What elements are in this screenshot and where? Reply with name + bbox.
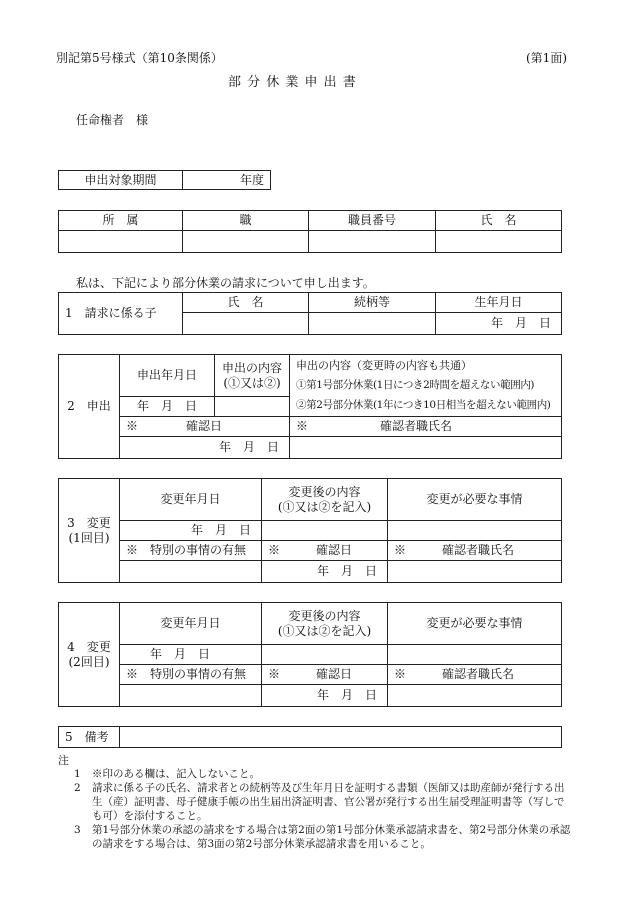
section1-table [58,292,562,335]
employee-number-field[interactable] [309,231,436,253]
change1-content-header-l2: (①又は②を記入) [277,499,372,514]
section3-table [58,478,562,583]
change1-confirm-date-label: ※ 確認日 [262,541,388,561]
change2-content-header-l1: 変更後の内容 [288,608,361,623]
note-number: 3 [74,824,81,836]
request-content-field[interactable] [215,397,290,417]
change2-date-header: 変更年月日 [120,603,262,645]
relationship-field[interactable] [309,313,436,335]
change2-content-field[interactable] [262,645,388,665]
content-options-title: 申出の内容（変更時の内容も共通） [296,359,472,372]
section2-table [58,354,562,459]
section4-label-l2: (2回目) [68,654,110,669]
section4-label [59,603,120,707]
change2-reason-header: 変更が必要な事情 [388,603,562,645]
change1-content-field[interactable] [262,521,388,541]
change1-reason-field[interactable] [388,521,562,541]
notes-list [74,767,574,851]
change2-confirm-date-field[interactable]: 年 月 日 [262,685,388,707]
request-date-header: 申出年月日 [120,355,215,397]
change1-confirmer-field[interactable] [388,561,562,583]
relationship-header: 続柄等 [309,293,436,313]
section4-table [58,602,562,707]
section3-label-l1: 3 変更 [67,515,111,530]
request-content-header-l1: 申出の内容 [221,360,282,375]
section1-label: 1 請求に係る子 [59,293,183,335]
change2-confirmer-label: ※ 確認者職氏名 [388,665,562,685]
addressee: 任命権者 様 [76,113,149,127]
header-position: 職 [183,211,309,231]
note-number: 2 [74,782,81,794]
change2-date-field[interactable]: 年 月 日 [120,645,262,665]
note-item [74,823,574,851]
remarks-field[interactable] [120,727,562,748]
section3-label-l2: (1回目) [68,530,110,545]
change2-reason-field[interactable] [388,645,562,665]
confirm-date-field[interactable]: 年 月 日 [120,437,290,459]
change1-date-header: 変更年月日 [120,479,262,521]
section5-label: 5 備考 [59,727,120,748]
change1-special-label: ※ 特別の事情の有無 [120,541,262,561]
change1-special-field[interactable] [120,561,262,583]
change2-confirmer-field[interactable] [388,685,562,707]
affiliation-field[interactable] [59,231,183,253]
change1-content-header [262,479,388,521]
section5-table [58,726,562,748]
notes-heading: 注 [58,754,69,767]
request-content-header-l2: (①又は②) [223,375,281,390]
note-text: 請求に係る子の氏名、請求者との続柄等及び生年月日を証明する書類（医師又は助産師が発行する出生（産）証明書、母子健康手帳の出生届出済証明書、官公署が発行する出生届受理証明書等（写しでも可）を添付すること。 [92,782,565,822]
birthdate-field[interactable]: 年 月 日 [436,313,562,335]
change1-content-header-l1: 変更後の内容 [288,484,361,499]
form-title: 部 分 休 業 申 出 書 [228,75,357,90]
section3-label [59,479,120,583]
child-name-header: 氏 名 [183,293,309,313]
form-id: 別記第5号様式（第10条関係） [56,51,223,65]
confirm-date-label: ※ 確認日 [120,417,290,437]
applicant-table [58,210,562,253]
section4-label-l1: 4 変更 [67,639,111,654]
change2-confirm-date-label: ※ 確認日 [262,665,388,685]
birthdate-header: 生年月日 [436,293,562,313]
statement: 私は、下記により部分休業の請求について申し出ます。 [76,276,375,290]
confirmer-label: ※ 確認者職氏名 [290,417,562,437]
child-name-field[interactable] [183,313,309,335]
header-employee-number: 職員番号 [309,211,436,231]
change2-special-field[interactable] [120,685,262,707]
request-content-header [215,355,290,397]
period-label: 申出対象期間 [59,171,183,190]
header-name: 氏 名 [436,211,562,231]
note-item [74,781,574,823]
header-affiliation: 所 属 [59,211,183,231]
position-field[interactable] [183,231,309,253]
section2-label: 2 申出 [59,355,120,459]
period-table [58,170,271,190]
change1-date-field[interactable]: 年 月 日 [120,521,262,541]
period-year-field[interactable]: 年度 [183,171,271,190]
page-label: (第1面) [526,51,567,65]
change1-reason-header: 変更が必要な事情 [388,479,562,521]
note-text: 第1号部分休業の承認の請求をする場合は第2面の第1号部分休業承認請求書を、第2号部分休業の承認の請求をする場合は、第3面の第2号部分休業承認請求書を用いること。 [92,824,571,850]
change2-special-label: ※ 特別の事情の有無 [120,665,262,685]
note-text: ※印のある欄は、記入しないこと。 [92,768,260,780]
note-item [74,767,574,781]
name-field[interactable] [436,231,562,253]
option-2: ②第2号部分休業(1年につき10日相当を超えない範囲内) [296,399,551,411]
option-1: ①第1号部分休業(1日につき2時間を超えない範囲内) [296,379,535,391]
note-number: 1 [74,768,81,780]
change1-confirmer-label: ※ 確認者職氏名 [388,541,562,561]
change1-confirm-date-field[interactable]: 年 月 日 [262,561,388,583]
request-date-field[interactable]: 年 月 日 [120,397,215,417]
change2-content-header [262,603,388,645]
confirmer-field[interactable] [290,437,562,459]
content-options [290,355,562,417]
change2-content-header-l2: (①又は②を記入) [277,623,372,638]
